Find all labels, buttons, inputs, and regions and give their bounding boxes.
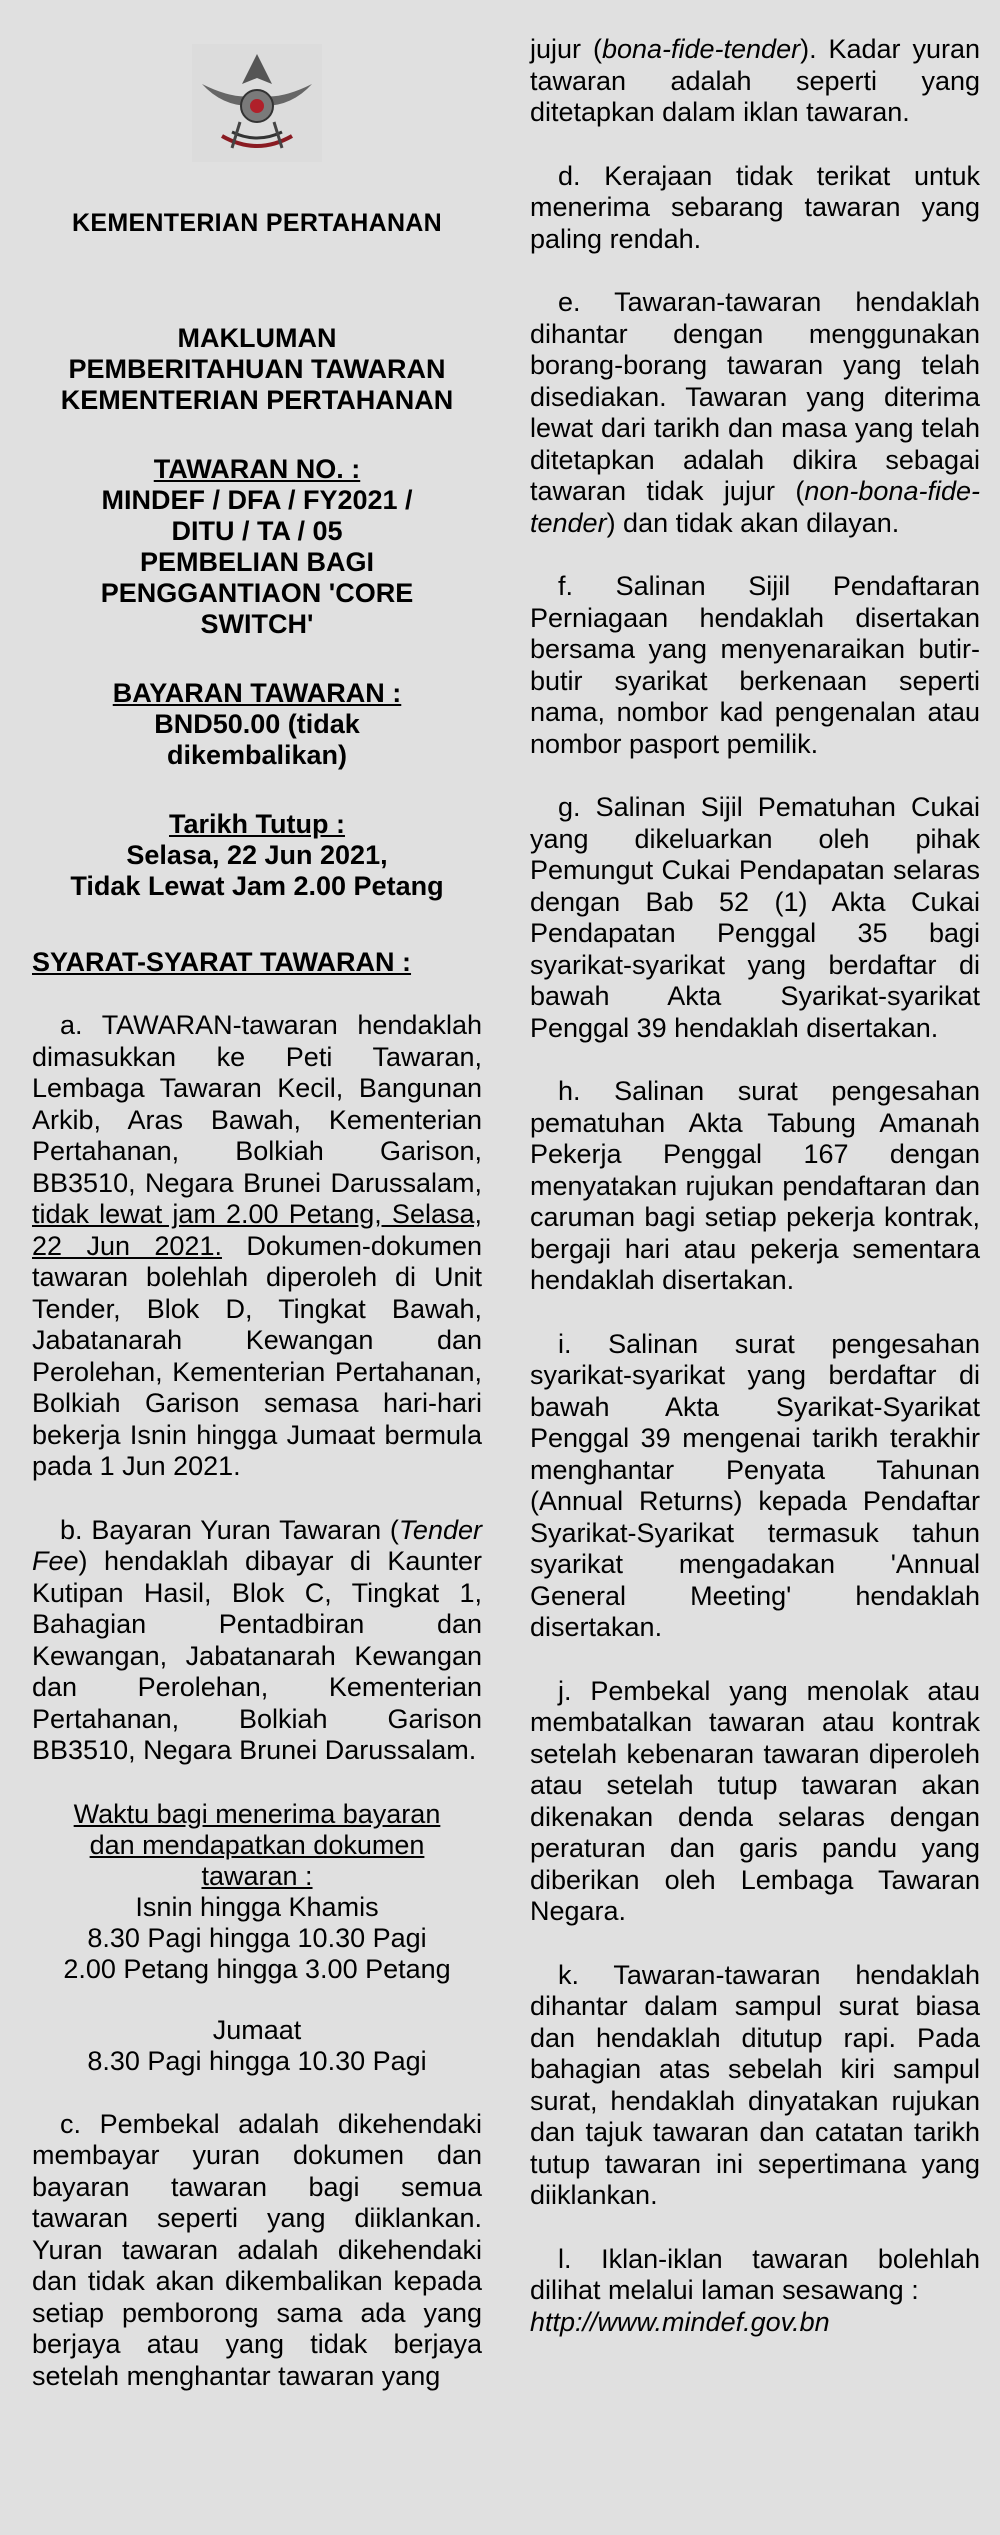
payment-times-heading: Waktu bagi menerima bayaran bbox=[73, 1798, 441, 1829]
term-e-text-end: ) dan tidak akan dilayan. bbox=[606, 507, 900, 538]
closing-date-label: Tarikh Tutup : bbox=[169, 808, 345, 839]
term-c-cont-text-end: ). Kadar yuran tawaran adalah seperti yang ditetapkan dalam iklan tawaran. bbox=[530, 34, 980, 127]
friday-label: Jumaat bbox=[212, 2014, 302, 2045]
term-d: d. Kerajaan tidak terikat untuk menerima sebarang tawaran yang paling rendah. bbox=[530, 160, 980, 254]
term-a-text-cont: Dokumen-dokumen tawaran bolehlah diperoleh di Unit Tender, Blok D, Tingkat Bawah, Jabatanarah Kewangan dan Perolehan, Kementerian Pertahanan, Bolkiah Garison semasa hari-hari bekerja Isnin hingga Jumaat bermula pada 1 Jun 2021. bbox=[32, 1230, 482, 1481]
logo-area bbox=[32, 0, 482, 178]
term-i: i. Salinan surat pengesahan syarikat-syarikat yang berdaftar di bawah Akta Syarikat-Syarikat Penggal 39 mengenai tarikh terakhir menghantar Penyata Tahunan (Annual Returns) kepada Pendaftar Syarikat-Syarikat termasuk tahun syarikat mengadakan 'Annual General Meeting' hendaklah disertakan. bbox=[530, 1328, 980, 1642]
term-b-italic: Tender Fee bbox=[32, 1514, 482, 1576]
term-c-cont-text: jujur ( bbox=[530, 34, 602, 64]
term-c-italic: bona-fide-tender bbox=[601, 34, 801, 64]
ministry-crest-logo bbox=[192, 44, 322, 162]
tender-fee-note: dikembalikan) bbox=[166, 739, 348, 770]
term-e bbox=[530, 287, 980, 539]
term-c: c. Pembekal adalah dikehendaki membayar yuran dokumen dan bayaran tawaran bagi semua tawaran seperti yang diiklankan. Yuran tawaran adalah dikehendaki dan tidak akan dikembalikan kepada setiap pemborong sama ada yang berjaya atau yang tidak berjaya setelah menghantar tawaran yang bbox=[32, 2108, 482, 2391]
term-g: g. Salinan Sijil Pematuhan Cukai yang dikeluarkan oleh pihak Pemungut Cukai Pendapatan selaras dengan Bab 52 (1) Akta Cukai Pendapatan Penggal 35 bagi syarikat-syarikat yang berdaftar di bawah Akta Syarikat-syarikat Penggal 39 hendaklah disertakan. bbox=[530, 792, 980, 1043]
term-c-continued bbox=[530, 34, 980, 129]
notice-line: MAKLUMAN bbox=[177, 322, 337, 353]
tender-fee-block bbox=[32, 678, 482, 771]
closing-time-line: Tidak Lewat Jam 2.00 Petang bbox=[70, 870, 444, 901]
term-l bbox=[530, 2244, 980, 2339]
closing-date-line: Selasa, 22 Jun 2021, bbox=[126, 839, 388, 870]
term-l-text: l. Iklan-iklan tawaran bolehlah dilihat melalui laman sesawang : bbox=[530, 2243, 980, 2305]
left-column bbox=[32, 0, 482, 2392]
term-k: k. Tawaran-tawaran hendaklah dihantar dalam sampul surat biasa dan hendaklah ditutup rapi. Pada bahagian atas sebelah kiri sampul surat, hendaklah dinyatakan rujukan dan tajuk tawaran dan catatan tarikh tutup tawaran ini sepertimana yang diiklankan. bbox=[530, 1959, 980, 2210]
term-b-text: b. Bayaran Yuran Tawaran ( bbox=[60, 1514, 399, 1545]
term-h: h. Salinan surat pengesahan pematuhan Akta Tabung Amanah Pekerja Penggal 167 dengan menyatakan rujukan pendaftaran dan caruman bagi setiap pekerja kontrak, bergaji hari atau pekerja sementara hendaklah disertakan. bbox=[530, 1076, 980, 1295]
time-slot: 8.30 Pagi hingga 10.30 Pagi bbox=[87, 2045, 427, 2076]
weekday-label: Isnin hingga Khamis bbox=[135, 1891, 379, 1922]
tender-number-line: DITU / TA / 05 bbox=[171, 515, 343, 546]
terms-heading: SYARAT-SYARAT TAWARAN : bbox=[32, 946, 412, 977]
right-column bbox=[530, 0, 980, 2338]
term-b bbox=[32, 1515, 482, 1767]
term-e-text: e. Tawaran-tawaran hendaklah dihantar dengan menggunakan borang-borang tawaran yang telah disediakan. Tawaran yang diterima lewat dari tarikh dan masa yang telah ditetapkan adalah dikira sebagai tawaran tidak jujur ( bbox=[530, 287, 980, 506]
term-e-italic: non-bona-fide-tender bbox=[530, 476, 980, 538]
term-j: j. Pembekal yang menolak atau membatalkan tawaran atau kontrak setelah kebenaran tawaran diperoleh atau setelah tutup tawaran akan dikenakan denda selaras dengan peraturan dan garis pandu yang diberikan oleh Lembaga Tawaran Negara. bbox=[530, 1675, 980, 1926]
term-a bbox=[32, 1010, 482, 1483]
tender-number-line: MINDEF / DFA / FY2021 / bbox=[101, 484, 413, 515]
notice-line: KEMENTERIAN PERTAHANAN bbox=[60, 384, 454, 415]
tender-number-block bbox=[32, 454, 482, 640]
notice-line: PEMBERITAHUAN TAWARAN bbox=[68, 353, 446, 384]
term-b-text-cont: ) hendaklah dibayar di Kaunter Kutipan Hasil, Blok C, Tingkat 1, Bahagian Pentadbiran dan Kewangan, Jabatanarah Kewangan dan Perolehan, Kementerian Pertahanan, Bolkiah Garison BB3510, Negara Brunei Darussalam. bbox=[32, 1546, 482, 1765]
time-slot: 2.00 Petang hingga 3.00 Petang bbox=[63, 1953, 451, 1984]
tender-fee-label: BAYARAN TAWARAN : bbox=[112, 677, 402, 708]
tender-title-line: SWITCH' bbox=[200, 608, 314, 639]
notice-heading bbox=[32, 323, 482, 416]
website-link[interactable]: http://www.mindef.gov.bn bbox=[530, 2306, 830, 2337]
term-a-text: a. TAWARAN-tawaran hendaklah dimasukkan ke Peti Tawaran, Lembaga Tawaran Kecil, Bangunan Arkib, Aras Bawah, Kementerian Pertahanan, Bolkiah Garison, BB3510, Negara Brunei Darussalam, bbox=[32, 1010, 482, 1198]
friday-times-block bbox=[32, 2015, 482, 2077]
term-f: f. Salinan Sijil Pendaftaran Perniagaan hendaklah disertakan bersama yang menyenaraikan butir-butir syarikat berkenaan seperti nama, nombor kad pengenalan atau nombor pasport pemilik. bbox=[530, 571, 980, 759]
time-slot: 8.30 Pagi hingga 10.30 Pagi bbox=[87, 1922, 427, 1953]
payment-times-heading: dan mendapatkan dokumen bbox=[89, 1829, 425, 1860]
tender-number-label: TAWARAN NO. : bbox=[153, 453, 361, 484]
tender-fee-amount: BND50.00 (tidak bbox=[154, 708, 360, 739]
tender-title-line: PEMBELIAN BAGI bbox=[139, 546, 374, 577]
payment-times-heading: tawaran : bbox=[201, 1860, 313, 1891]
term-a-deadline: tidak lewat jam 2.00 Petang, Selasa, 22 Jun 2021. bbox=[32, 1199, 482, 1261]
ministry-name: KEMENTERIAN PERTAHANAN bbox=[71, 209, 443, 237]
payment-times-block bbox=[32, 1799, 482, 1985]
closing-date-block bbox=[32, 809, 482, 902]
tender-title-line: PENGGANTIAON 'CORE bbox=[100, 577, 414, 608]
